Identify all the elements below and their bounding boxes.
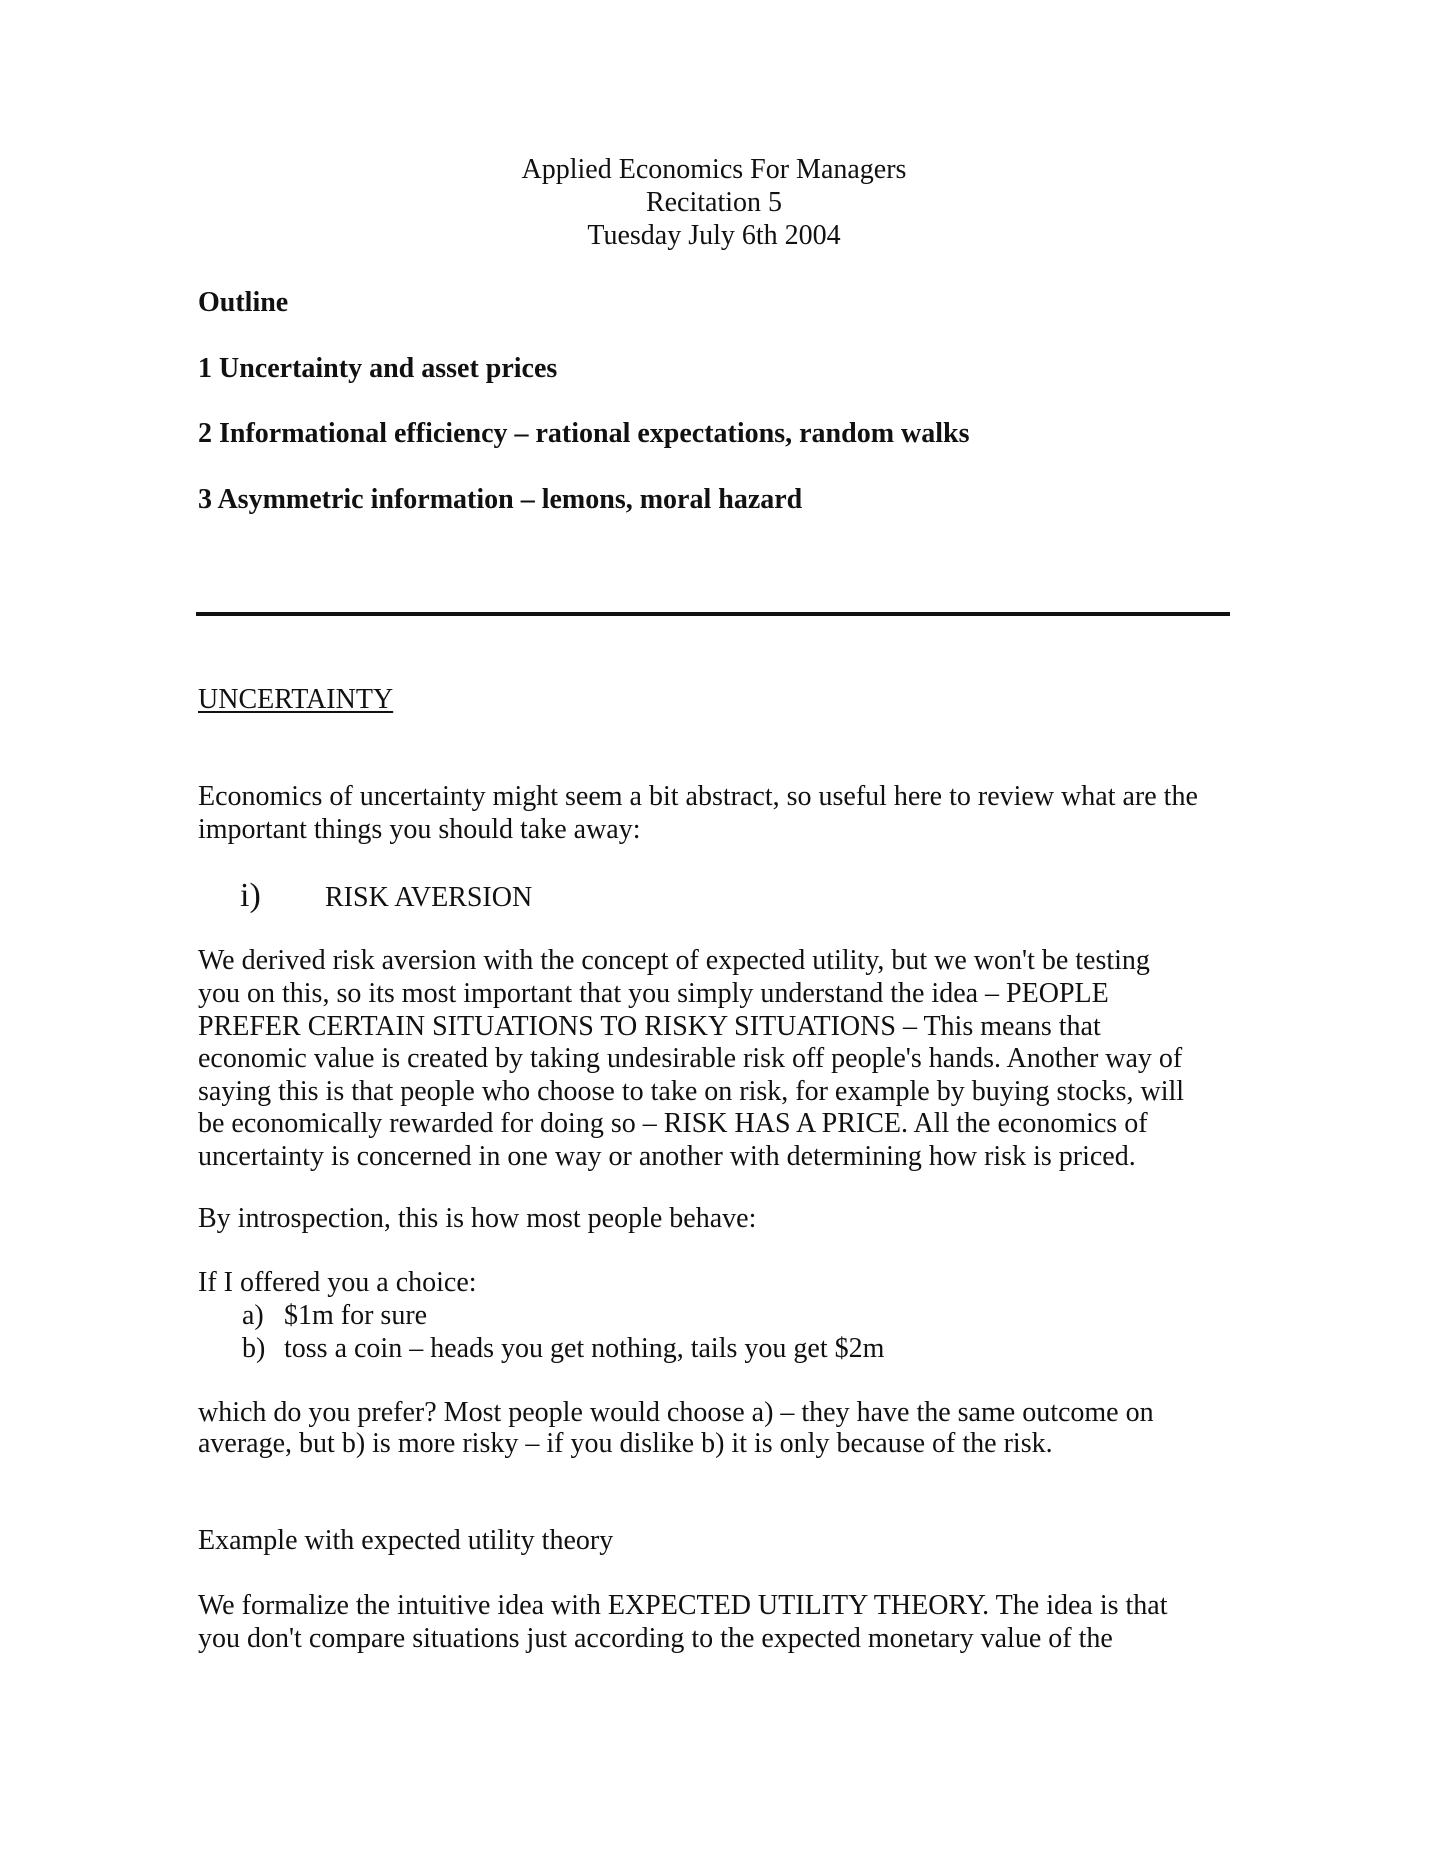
outline-item-1: 1 Uncertainty and asset prices [198, 353, 558, 384]
recitation-number: Recitation 5 [645, 187, 783, 218]
choice-a-text: $1m for sure [284, 1300, 428, 1331]
para2-line: By introspection, this is how most people behave: [198, 1203, 757, 1234]
subsection-marker: i) [240, 877, 261, 914]
para1-line-2: you on this, so its most important that you simply understand the idea – PEOPLE [198, 978, 1109, 1009]
outline-title: Outline [198, 287, 289, 318]
course-title: Applied Economics For Managers [521, 154, 907, 185]
para1-line-4: economic value is created by taking undesirable risk off people's hands. Another way of [198, 1043, 1183, 1074]
example-heading: Example with expected utility theory [198, 1525, 614, 1556]
subsection-title: RISK AVERSION [325, 882, 533, 913]
choice-a-marker: a) [242, 1300, 264, 1331]
para3-line-2: average, but b) is more risky – if you dislike b) it is only because of the risk. [198, 1428, 1053, 1459]
choice-b-marker: b) [242, 1333, 266, 1364]
section-divider [196, 612, 1230, 616]
intro-line-1: Economics of uncertainty might seem a bit abstract, so useful here to review what are the [198, 781, 1198, 812]
para4-line-2: you don't compare situations just according to the expected monetary value of the [198, 1623, 1113, 1654]
para3-line-1: which do you prefer? Most people would choose a) – they have the same outcome on [198, 1397, 1154, 1428]
outline-item-2: 2 Informational efficiency – rational expectations, random walks [198, 418, 970, 449]
para1-line-6: be economically rewarded for doing so – RISK HAS A PRICE. All the economics of [198, 1108, 1148, 1139]
intro-line-2: important things you should take away: [198, 814, 641, 845]
para4-line-1: We formalize the intuitive idea with EXPECTED UTILITY THEORY. The idea is that [198, 1590, 1168, 1621]
choice-intro: If I offered you a choice: [198, 1267, 477, 1298]
outline-item-3: 3 Asymmetric information – lemons, moral hazard [198, 484, 803, 515]
para1-line-3: PREFER CERTAIN SITUATIONS TO RISKY SITUATIONS – This means that [198, 1011, 1101, 1042]
para1-line-1: We derived risk aversion with the concept of expected utility, but we won't be testing [198, 945, 1150, 976]
recitation-date: Tuesday July 6th 2004 [587, 220, 841, 251]
choice-b-text: toss a coin – heads you get nothing, tails you get $2m [284, 1333, 885, 1364]
uncertainty-heading: UNCERTAINTY [198, 684, 394, 715]
para1-line-5: saying this is that people who choose to take on risk, for example by buying stocks, will [198, 1076, 1185, 1107]
para1-line-7: uncertainty is concerned in one way or another with determining how risk is priced. [198, 1141, 1136, 1172]
